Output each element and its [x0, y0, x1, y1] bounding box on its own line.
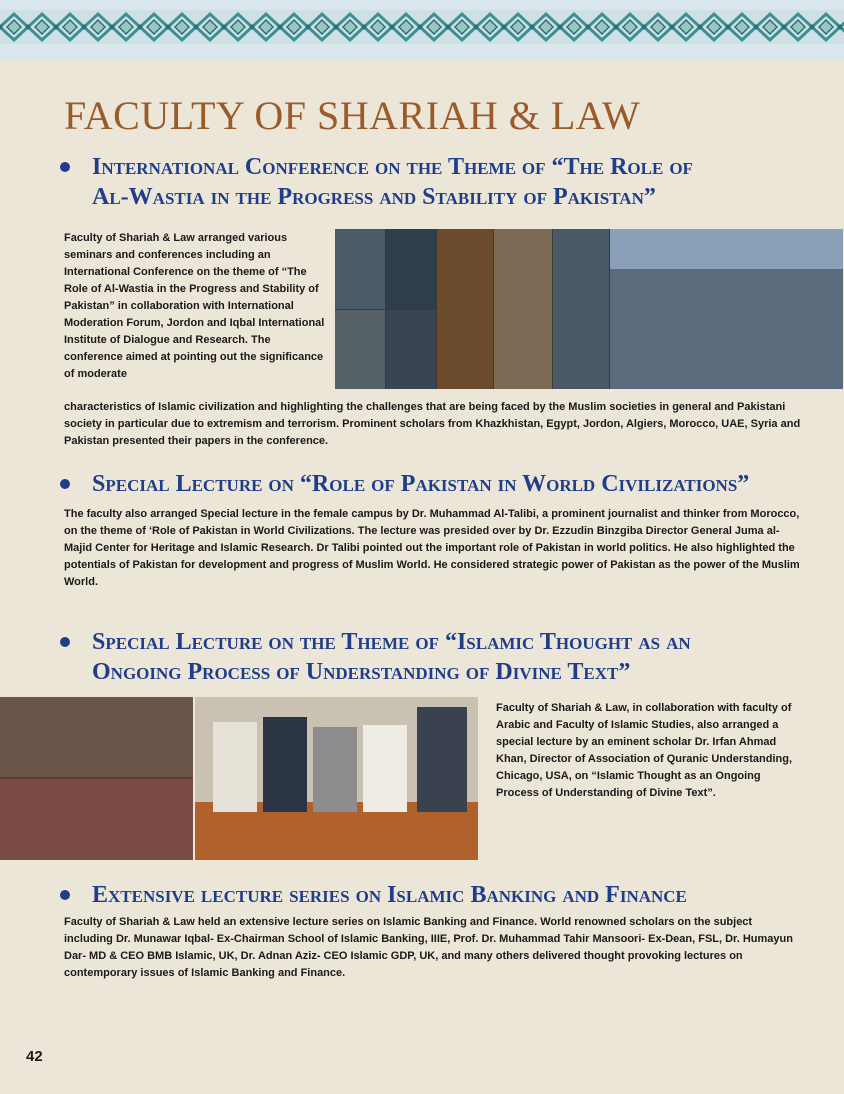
speaker-portrait-1	[335, 229, 385, 309]
bullet-icon	[60, 637, 70, 647]
speaker-portrait-3	[335, 310, 385, 389]
audience-women-rows	[0, 779, 193, 860]
bullet-icon	[60, 890, 70, 900]
lecture-audience-photo	[0, 697, 193, 860]
lecture-stage-photo	[195, 697, 478, 860]
guest-seated-4	[363, 725, 407, 812]
conference-paragraph-part-2: characteristics of Islamic civilization and highlighting the challenges that are being faced by the Muslim societies in general and Pakistani society in particular due to extremism and terrorism. Prominent scholars from Khazkhistan, Egypt, Jordon, Algiers, Morocco, UAE, Syria and Pakistan presented their papers in the conference.	[64, 401, 801, 447]
heading-line-1: International Conference on the Theme of “The Role of	[92, 154, 693, 180]
guest-seated-5	[417, 707, 467, 812]
guest-seated-1	[213, 722, 257, 812]
heading-line-2: Al-Wastia in the Progress and Stability of Pakistan”	[92, 184, 656, 210]
islamic-banking-paragraph: Faculty of Shariah & Law held an extensive lecture series on Islamic Banking and Finance. World renowned scholars on the subject including Dr. Munawar Iqbal- Ex-Chairman School of Islamic Banking, IIIE, Prof. Dr. Muhammad Tahir Mansoori- Ex-Dean, FSL, Dr. Humayun Dar- MD & CEO BMB Islamic, UK, Dr. Adnan Aziz- CEO Islamic GDP, UK, and many others delivered thought provoking lectures on contemporary issues of Islamic Banking and Finance.	[64, 916, 793, 979]
islamic-thought-paragraph: Faculty of Shariah & Law, in collaboration with faculty of Arabic and Faculty of Islamic Studies, also arranged a special lecture by an eminent scholar Dr. Irfan Ahmad Khan, Director of Association of Quranic Understanding, Chicago, USA, on “Islamic Thought as an Ongoing Process of Understanding of Divine Text”.	[496, 702, 793, 799]
heading-line-2: Ongoing Process of Understanding of Divine Text”	[92, 659, 631, 685]
bullet-icon	[60, 162, 70, 172]
section-heading-conference	[60, 152, 693, 212]
section-heading-world-civilizations	[60, 469, 749, 499]
audience-hall-ceiling	[610, 229, 843, 269]
page-number: 42	[26, 1048, 43, 1065]
heading-line-1: Special Lecture on “Role of Pakistan in World Civilizations”	[92, 471, 750, 497]
section-heading-islamic-thought	[60, 627, 691, 687]
page-title: FACULTY OF SHARIAH & LAW	[64, 93, 641, 138]
speaker-portrait-2	[386, 229, 436, 309]
section-heading-islamic-banking	[60, 880, 687, 910]
speaker-at-podium-1	[437, 229, 493, 389]
conference-paragraph-part-1: Faculty of Shariah & Law arranged various seminars and conferences including an International Conference on the theme of “The Role of Al-Wastia in the Progress and Stability of Pakistan” in collaboration with International Moderation Forum, Jordon and Iqbal International Institute of Dialogue and Research. The conference aimed at pointing out the significance of moderate	[64, 232, 325, 380]
world-civilizations-paragraph: The faculty also arranged Special lecture in the female campus by Dr. Muhammad Al-Talibi, a prominent journalist and thinker from Morocco, on the theme of ‘Role of Pakistan in World Civilizations. The lecture was presided over by Dr. Ezzudin Binzgiba Director General Juma al-Majid Center for Heritage and Islamic Research. Dr Talibi pointed out the important role of Pakistan in world politics. He also highlighted the potentials of Pakistan for development and progress of Muslim World. He considered strategic power of Pakistan as the power of the Muslim World.	[64, 508, 800, 588]
speaker-portrait-4	[386, 310, 436, 389]
audience-men-rows	[0, 697, 193, 777]
decorative-top-band	[0, 0, 844, 60]
conference-photo-collage	[335, 229, 843, 389]
heading-line-1: Special Lecture on the Theme of “Islamic Thought as an	[92, 629, 691, 655]
bullet-icon	[60, 479, 70, 489]
guest-seated-2	[263, 717, 307, 812]
guest-seated-3	[313, 727, 357, 812]
speaker-at-podium-2	[494, 229, 552, 389]
speaker-portrait-5	[553, 229, 609, 389]
ornamental-border-pattern	[0, 10, 844, 44]
heading-line-1: Extensive lecture series on Islamic Banking and Finance	[92, 882, 687, 908]
